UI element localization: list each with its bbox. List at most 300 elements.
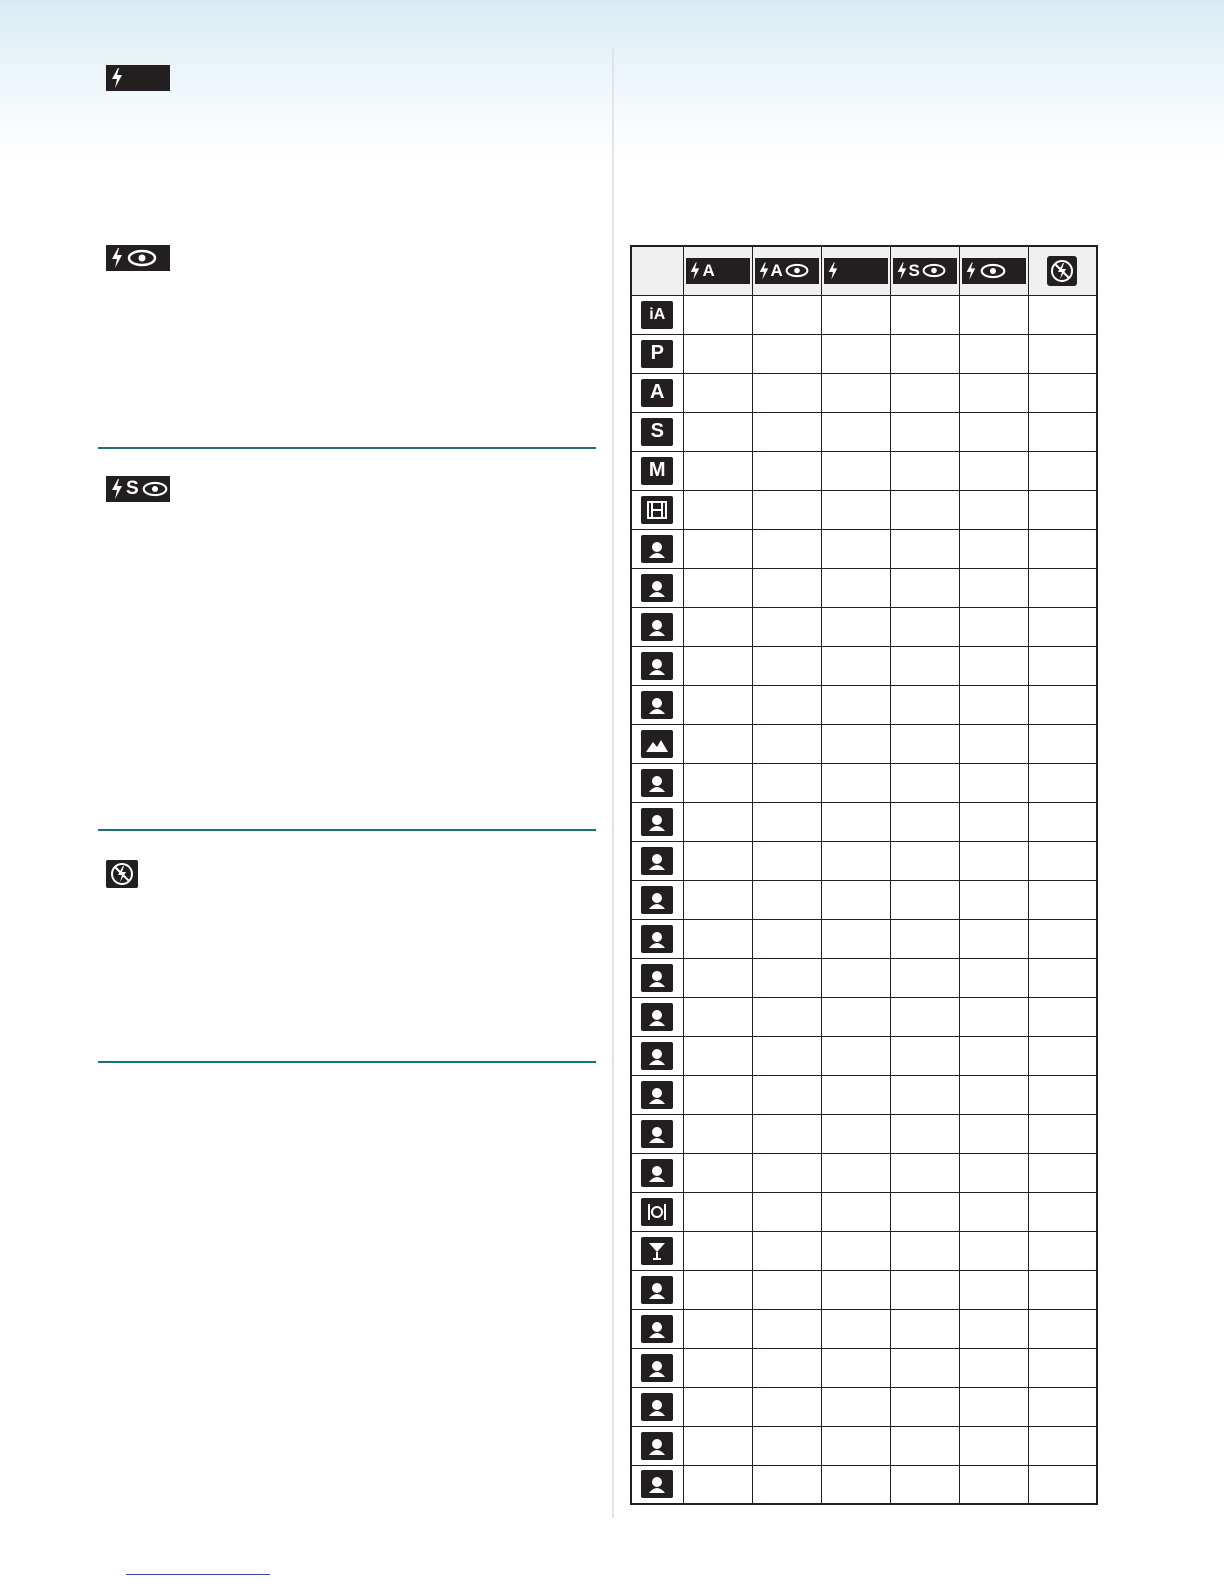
panorama-icon: [641, 769, 673, 797]
section-divider-1: [98, 447, 596, 449]
table-cell: [752, 529, 821, 568]
mode-cell: [631, 1270, 683, 1309]
table-cell: [1028, 1348, 1097, 1387]
mode-cell: [631, 1231, 683, 1270]
table-cell: [683, 1309, 752, 1348]
table-cell: [821, 1387, 890, 1426]
table-cell: [890, 529, 959, 568]
header-label: A: [770, 260, 783, 280]
table-cell: [683, 646, 752, 685]
table-cell: [1028, 997, 1097, 1036]
table-cell: [752, 646, 821, 685]
table-cell: [1028, 763, 1097, 802]
table-cell: [1028, 1075, 1097, 1114]
table-cell: [821, 1270, 890, 1309]
table-cell: [890, 1114, 959, 1153]
table-cell: [752, 568, 821, 607]
flash-auto-redeye-icon: [755, 258, 819, 284]
table-header-row: [631, 246, 1097, 295]
mode-cell: [631, 334, 683, 373]
soft-skin-icon: [641, 574, 673, 602]
table-cell: [959, 1426, 1028, 1465]
mode-cell: [631, 451, 683, 490]
table-cell: [959, 373, 1028, 412]
flash-forced-on-icon: [824, 258, 888, 284]
table-cell: [959, 1465, 1028, 1504]
table-cell: [959, 802, 1028, 841]
table-cell: [683, 1426, 752, 1465]
table-cell: [959, 763, 1028, 802]
table-cell: [683, 1192, 752, 1231]
table-cell: [1028, 1426, 1097, 1465]
header-flash-forced-on: [821, 246, 890, 295]
table-cell: [1028, 1387, 1097, 1426]
table-cell: [683, 1387, 752, 1426]
table-cell: [959, 958, 1028, 997]
shutter-priority-icon: [641, 418, 673, 446]
flash-s-eye-icon: [110, 478, 168, 500]
table-cell: [890, 334, 959, 373]
table-row: [631, 1192, 1097, 1231]
mode-cell: [631, 1309, 683, 1348]
mode-cell: [631, 1192, 683, 1231]
aperture-priority-icon: [641, 379, 673, 407]
flash-off-badge: [106, 860, 138, 888]
table-cell: [821, 958, 890, 997]
table-cell: [959, 412, 1028, 451]
table-row: [631, 646, 1097, 685]
table-cell: [821, 1036, 890, 1075]
table-cell: [890, 841, 959, 880]
mode-cell: [631, 568, 683, 607]
mode-cell: [631, 763, 683, 802]
mode-cell: [631, 919, 683, 958]
table-cell: [752, 685, 821, 724]
table-cell: [1028, 919, 1097, 958]
table-cell: [683, 763, 752, 802]
table-cell: [683, 1231, 752, 1270]
section-divider-2: [98, 829, 596, 831]
table-row: [631, 490, 1097, 529]
table-cell: [821, 1075, 890, 1114]
table-cell: [890, 724, 959, 763]
table-row: [631, 1465, 1097, 1504]
mode-cell: [631, 958, 683, 997]
table-cell: [683, 412, 752, 451]
architecture-icon: [641, 808, 673, 836]
table-row: [631, 1153, 1097, 1192]
table-corner-cell: [631, 246, 683, 295]
table-cell: [821, 334, 890, 373]
table-cell: [752, 724, 821, 763]
mode-cell: [631, 1114, 683, 1153]
table-cell: [683, 724, 752, 763]
slow-sync-redeye-badge: [106, 476, 170, 502]
table-cell: [752, 1309, 821, 1348]
header-flash-slow-sync-redeye: [890, 246, 959, 295]
table-cell: [752, 1036, 821, 1075]
table-cell: [890, 919, 959, 958]
mode-cell: [631, 1153, 683, 1192]
flash-forced-redeye-icon: [962, 258, 1026, 284]
table-cell: [752, 1270, 821, 1309]
table-cell: [821, 919, 890, 958]
table-cell: [959, 1270, 1028, 1309]
table-cell: [683, 1465, 752, 1504]
slow-sync-label: S: [126, 478, 140, 499]
mode-label: iA: [649, 305, 666, 323]
table-row: [631, 802, 1097, 841]
table-cell: [890, 1036, 959, 1075]
table-cell: [959, 1348, 1028, 1387]
table-row: [631, 880, 1097, 919]
table-cell: [752, 1075, 821, 1114]
table-cell: [821, 880, 890, 919]
table-cell: [890, 373, 959, 412]
table-cell: [959, 1153, 1028, 1192]
flash-icon: [110, 68, 124, 88]
table-row: [631, 841, 1097, 880]
table-cell: [821, 1465, 890, 1504]
table-cell: [1028, 1309, 1097, 1348]
table-cell: [959, 997, 1028, 1036]
mode-cell: [631, 1075, 683, 1114]
header-label: A: [702, 260, 715, 280]
table-cell: [683, 607, 752, 646]
table-cell: [890, 646, 959, 685]
mode-cell: [631, 685, 683, 724]
table-cell: [890, 295, 959, 334]
table-cell: [821, 1426, 890, 1465]
table-cell: [1028, 646, 1097, 685]
table-cell: [890, 1192, 959, 1231]
table-cell: [1028, 529, 1097, 568]
table-row: [631, 334, 1097, 373]
table-cell: [890, 451, 959, 490]
table-cell: [752, 412, 821, 451]
table-cell: [890, 1075, 959, 1114]
mode-cell: [631, 1465, 683, 1504]
mode-cell: [631, 841, 683, 880]
table-cell: [821, 295, 890, 334]
mode-cell: [631, 1348, 683, 1387]
table-cell: [821, 724, 890, 763]
table-body: [631, 295, 1097, 1504]
table-cell: [890, 568, 959, 607]
table-cell: [821, 1231, 890, 1270]
table-cell: [959, 646, 1028, 685]
table-cell: [959, 1309, 1028, 1348]
table-row: [631, 373, 1097, 412]
table-cell: [821, 997, 890, 1036]
mode-label: M: [648, 459, 666, 481]
table-cell: [1028, 802, 1097, 841]
mode-cell: [631, 1036, 683, 1075]
mode-cell: [631, 646, 683, 685]
table-cell: [1028, 490, 1097, 529]
table-cell: [1028, 1114, 1097, 1153]
illuminations-icon: [641, 1120, 673, 1148]
mode-cell: [631, 1426, 683, 1465]
table-cell: [959, 451, 1028, 490]
table-cell: [890, 607, 959, 646]
table-cell: [959, 1192, 1028, 1231]
table-cell: [959, 1231, 1028, 1270]
table-cell: [890, 1153, 959, 1192]
table-cell: [683, 295, 752, 334]
table-cell: [683, 841, 752, 880]
table-cell: [890, 880, 959, 919]
indoor-sports-icon: [641, 964, 673, 992]
mode-cell: [631, 529, 683, 568]
table-cell: [959, 607, 1028, 646]
creative-portrait-icon: [641, 691, 673, 719]
table-cell: [1028, 1153, 1097, 1192]
table-cell: [752, 997, 821, 1036]
flash-slow-sync-redeye-icon: [893, 258, 957, 284]
sports-icon: [641, 886, 673, 914]
table-cell: [1028, 295, 1097, 334]
table-cell: [959, 1075, 1028, 1114]
table-cell: [683, 1114, 752, 1153]
table-row: [631, 1114, 1097, 1153]
table-cell: [821, 1114, 890, 1153]
table-cell: [1028, 880, 1097, 919]
table-row: [631, 1075, 1097, 1114]
table-cell: [752, 1153, 821, 1192]
table-cell: [752, 1387, 821, 1426]
table-cell: [1028, 568, 1097, 607]
table-cell: [752, 373, 821, 412]
table-row: [631, 1036, 1097, 1075]
header-flash-auto-redeye: [752, 246, 821, 295]
table-cell: [821, 490, 890, 529]
table-cell: [1028, 412, 1097, 451]
table-cell: [821, 685, 890, 724]
flash-auto-icon: [686, 258, 750, 284]
table-cell: [890, 1348, 959, 1387]
section-divider-3: [98, 1061, 596, 1063]
flash-on-badge: [106, 65, 170, 91]
table-cell: [752, 1465, 821, 1504]
table-cell: [821, 373, 890, 412]
table-cell: [683, 1036, 752, 1075]
table-cell: [959, 334, 1028, 373]
header-flash-off: [1028, 246, 1097, 295]
table-cell: [683, 373, 752, 412]
table-cell: [683, 802, 752, 841]
table-row: [631, 1426, 1097, 1465]
sunset-icon: [641, 1315, 673, 1343]
table-cell: [1028, 685, 1097, 724]
mode-cell: [631, 607, 683, 646]
table-cell: [959, 841, 1028, 880]
table-cell: [752, 1192, 821, 1231]
table-cell: [890, 412, 959, 451]
mode-cell: [631, 373, 683, 412]
table-cell: [959, 1114, 1028, 1153]
food-icon: [641, 1198, 673, 1226]
program-mode-icon: [641, 340, 673, 368]
baby-2-icon: [641, 1432, 673, 1460]
table-cell: [683, 685, 752, 724]
table-cell: [1028, 958, 1097, 997]
header-flash-forced-redeye: [959, 246, 1028, 295]
table-cell: [752, 1426, 821, 1465]
table-cell: [959, 724, 1028, 763]
night-portrait-icon: [641, 1042, 673, 1070]
indoor-portrait-icon: [641, 652, 673, 680]
table-row: [631, 685, 1097, 724]
header-flash-auto: [683, 246, 752, 295]
column-divider: [612, 48, 614, 1518]
baby-portrait-icon: [641, 1354, 673, 1382]
table-cell: [1028, 1465, 1097, 1504]
table-cell: [890, 763, 959, 802]
table-cell: [683, 1075, 752, 1114]
mode-label: A: [650, 381, 665, 403]
table-row: [631, 1348, 1097, 1387]
table-row: [631, 724, 1097, 763]
table-row: [631, 919, 1097, 958]
mode-label: P: [650, 342, 664, 364]
mode-cell: [631, 412, 683, 451]
table-cell: [683, 529, 752, 568]
table-cell: [752, 1348, 821, 1387]
flash-eye-icon: [110, 248, 157, 268]
table-row: [631, 295, 1097, 334]
table-cell: [752, 490, 821, 529]
table-cell: [683, 1270, 752, 1309]
table-cell: [821, 802, 890, 841]
table-cell: [959, 685, 1028, 724]
footer-link-underline: [126, 1574, 270, 1575]
table-cell: [683, 919, 752, 958]
table-cell: [1028, 1192, 1097, 1231]
table-cell: [1028, 1231, 1097, 1270]
table-cell: [752, 607, 821, 646]
mode-cell: [631, 490, 683, 529]
table-row: [631, 763, 1097, 802]
mode-cell: [631, 724, 683, 763]
table-cell: [752, 880, 821, 919]
table-cell: [752, 1114, 821, 1153]
intelligent-auto-icon: [641, 301, 673, 329]
mode-cell: [631, 997, 683, 1036]
table-cell: [890, 490, 959, 529]
table-cell: [821, 1348, 890, 1387]
scenery-icon: [641, 730, 673, 758]
table-cell: [890, 1231, 959, 1270]
flash-redeye-badge: [106, 245, 170, 271]
table-cell: [1028, 1270, 1097, 1309]
mode-cell: [631, 880, 683, 919]
table-cell: [821, 568, 890, 607]
outdoor-sports-icon: [641, 925, 673, 953]
portrait-icon: [641, 535, 673, 563]
table-cell: [1028, 1036, 1097, 1075]
table-cell: [890, 802, 959, 841]
header-label: S: [908, 260, 920, 280]
table-row: [631, 1270, 1097, 1309]
table-row: [631, 1231, 1097, 1270]
table-row: [631, 529, 1097, 568]
motion-picture-icon: [641, 496, 673, 524]
table-cell: [1028, 841, 1097, 880]
table-cell: [752, 451, 821, 490]
table-row: [631, 997, 1097, 1036]
flash-off-icon: [1047, 256, 1077, 286]
table-row: [631, 568, 1097, 607]
pet-icon: [641, 1470, 673, 1498]
creative-night-scenery-icon: [641, 1159, 673, 1187]
flash-availability-table: [630, 245, 1098, 1505]
table-cell: [683, 880, 752, 919]
table-cell: [683, 568, 752, 607]
table-cell: [821, 646, 890, 685]
table-row: [631, 958, 1097, 997]
table-cell: [821, 1153, 890, 1192]
table-cell: [683, 1153, 752, 1192]
table-cell: [959, 1387, 1028, 1426]
table-cell: [959, 880, 1028, 919]
table-cell: [1028, 373, 1097, 412]
table-cell: [821, 607, 890, 646]
table-cell: [890, 958, 959, 997]
table-cell: [821, 841, 890, 880]
creative-sports-icon: [641, 1003, 673, 1031]
table-cell: [752, 295, 821, 334]
table-cell: [683, 997, 752, 1036]
table-cell: [821, 412, 890, 451]
table-cell: [1028, 334, 1097, 373]
baby-1-icon: [641, 1393, 673, 1421]
creative-scenery-icon: [641, 847, 673, 875]
table-cell: [890, 685, 959, 724]
table-cell: [683, 334, 752, 373]
manual-mode-icon: [641, 457, 673, 485]
table-cell: [1028, 607, 1097, 646]
table-cell: [821, 763, 890, 802]
table-cell: [752, 763, 821, 802]
table-cell: [752, 919, 821, 958]
table-row: [631, 412, 1097, 451]
table-row: [631, 607, 1097, 646]
table-cell: [890, 1465, 959, 1504]
table-cell: [752, 802, 821, 841]
mode-cell: [631, 1387, 683, 1426]
table-cell: [959, 568, 1028, 607]
table-cell: [683, 451, 752, 490]
table-cell: [752, 334, 821, 373]
table-cell: [821, 529, 890, 568]
mode-cell: [631, 295, 683, 334]
table-cell: [752, 958, 821, 997]
table-row: [631, 1309, 1097, 1348]
table-cell: [959, 919, 1028, 958]
table-cell: [1028, 724, 1097, 763]
table-cell: [683, 958, 752, 997]
table-cell: [821, 451, 890, 490]
table-cell: [959, 1036, 1028, 1075]
table-cell: [821, 1192, 890, 1231]
table-cell: [959, 295, 1028, 334]
table-row: [631, 1387, 1097, 1426]
mode-label: S: [650, 420, 664, 442]
flash-off-icon: [110, 862, 134, 886]
table-cell: [890, 997, 959, 1036]
outdoor-portrait-icon: [641, 613, 673, 641]
